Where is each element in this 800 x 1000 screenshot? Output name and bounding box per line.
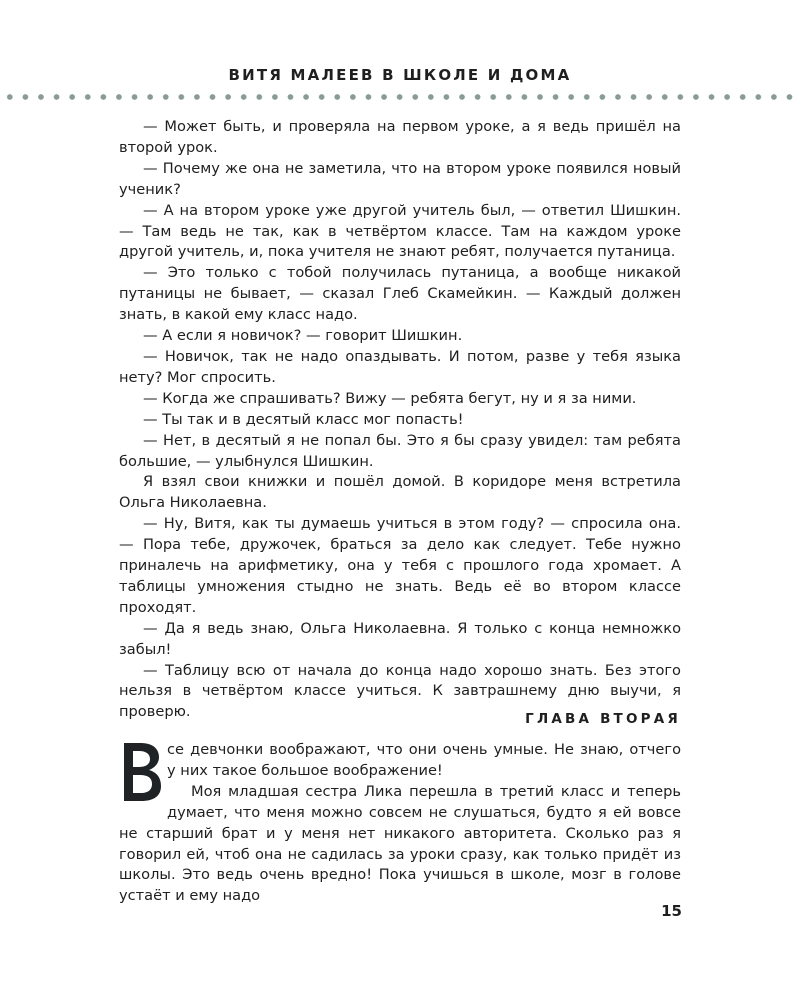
paragraph: — Новичок, так не надо опаздывать. И потом, разве у тебя языка нету? Мог спросить. bbox=[119, 347, 681, 386]
paragraph: — Почему же она не заметила, что на втором уроке появился новый ученик? bbox=[119, 159, 681, 198]
dotted-divider bbox=[2, 93, 798, 101]
paragraph: — Может быть, и проверяла на первом уроке, а я ведь пришёл на второй урок. bbox=[119, 118, 681, 156]
paragraph: — Да я ведь знаю, Ольга Николаевна. Я только с конца немножко забыл! bbox=[119, 619, 681, 658]
paragraph: — А на втором уроке уже другой учитель был, — ответил Шишкин. — Там ведь не так, как в четвёртом классе. Там на каждом уроке другой учитель, и, пока учителя не знают ребят, получается путаница. bbox=[119, 201, 681, 261]
paragraph: — Когда же спрашивать? Вижу — ребята бегут, ну и я за ними. bbox=[143, 389, 637, 407]
dialogue-text bbox=[119, 117, 681, 723]
paragraph: — Таблицу всю от начала до конца надо хорошо знать. Без этого нельзя в четвёртом классе учиться. К завтрашнему дню выучи, я проверю. bbox=[119, 661, 681, 721]
dropcap-letter bbox=[119, 741, 163, 803]
running-title: ВИТЯ МАЛЕЕВ В ШКОЛЕ И ДОМА bbox=[228, 66, 572, 84]
paragraph: — Ты так и в десятый класс мог попасть! bbox=[143, 410, 464, 428]
chapter-paragraph: се девчонки воображают, что они очень умные. Не знаю, отчего у них такое большое воображение! bbox=[167, 741, 681, 779]
page-number: 15 bbox=[661, 902, 682, 920]
chapter-paragraph: Моя младшая сестра Лика перешла в третий класс и теперь думает, что меня можно совсем не слушаться, будто я ей вовсе не старший брат и у меня нет никакого авторитета. Сколько раз я говорил ей, чтоб она не садилась за уроки сразу, как только придёт из школы. Это ведь очень вредно! Пока учишься в школе, мозг в голове устаёт и ему надо bbox=[119, 782, 681, 905]
paragraph: — Нет, в десятый я не попал бы. Это я бы сразу увидел: там ребята большие, — улыбнулся Шишкин. bbox=[119, 431, 681, 470]
chapter-body bbox=[119, 740, 681, 907]
paragraph: Я взял свои книжки и пошёл домой. В коридоре меня встретила Ольга Николаевна. bbox=[119, 473, 681, 512]
paragraph: — Ну, Витя, как ты думаешь учиться в этом году? — спросила она. — Пора тебе, дружочек, браться за дело как следует. Тебе нужно приналечь на арифметику, она у тебя с прошлого года хромает. А таблицы умножения стыдно не знать. Ведь её во втором классе проходят. bbox=[119, 515, 681, 616]
paragraph: — Это только с тобой получилась путаница, а вообще никакой путаницы не бывает, — сказал Глеб Скамейкин. — Каждый должен знать, в какой ему класс надо. bbox=[119, 264, 681, 324]
paragraph: — А если я новичок? — говорит Шишкин. bbox=[143, 327, 463, 345]
chapter-title: ГЛАВА ВТОРАЯ bbox=[525, 711, 681, 727]
